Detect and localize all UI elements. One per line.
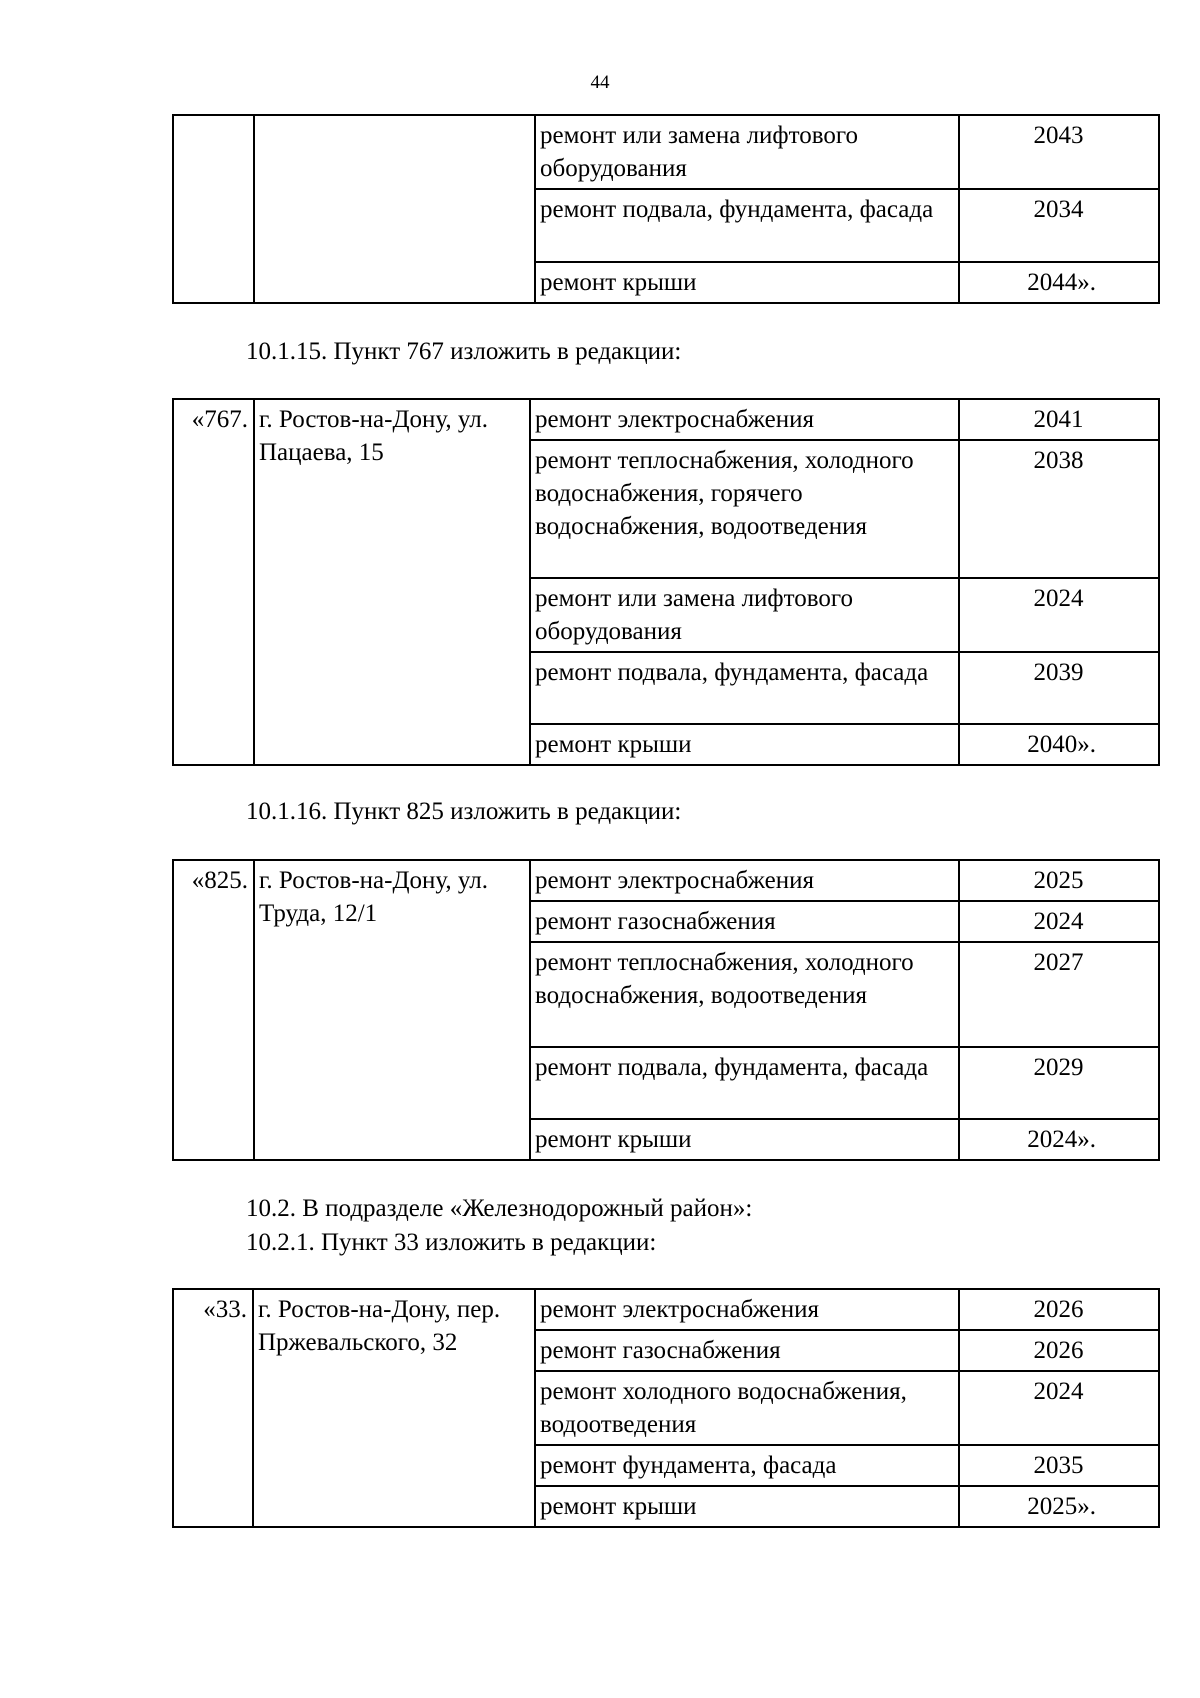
work-type: ремонт крыши [535,1486,959,1527]
work-year: 2024». [959,1119,1159,1160]
work-type: ремонт крыши [535,262,959,303]
work-year: 2044». [959,262,1159,303]
work-year: 2025». [959,1486,1159,1527]
work-type: ремонт электроснабжения [530,860,959,901]
table-row [173,399,1159,440]
works-table-825 [172,859,1160,1161]
address-cell: г. Ростов-на-Дону, ул. Труда, 12/1 [254,860,530,1160]
address-cell: г. Ростов-на-Дону, пер. Пржевальского, 32 [253,1289,535,1527]
work-type: ремонт теплоснабжения, холодного водоснабжения, водоотведения [530,942,959,1047]
work-year: 2025 [959,860,1159,901]
work-year: 2029 [959,1047,1159,1119]
works-table-continuation [172,114,1160,304]
work-type: ремонт или замена лифтового оборудования [535,115,959,189]
item-number: «825. [173,860,254,1160]
paragraph-10-2-1: 10.2.1. Пункт 33 изложить в редакции: [246,1229,657,1256]
work-year: 2035 [959,1445,1159,1486]
item-number: «767. [173,399,254,765]
work-type: ремонт газоснабжения [530,901,959,942]
work-year: 2024 [959,578,1159,652]
work-year: 2024 [959,1371,1159,1445]
work-type: ремонт холодного водоснабжения, водоотведения [535,1371,959,1445]
work-year: 2024 [959,901,1159,942]
work-type: ремонт электроснабжения [535,1289,959,1330]
work-year: 2034 [959,189,1159,262]
work-type: ремонт подвала, фундамента, фасада [530,652,959,724]
work-type: ремонт или замена лифтового оборудования [530,578,959,652]
work-type: ремонт теплоснабжения, холодного водоснабжения, горячего водоснабжения, водоотведения [530,440,959,578]
work-type: ремонт электроснабжения [530,399,959,440]
work-type: ремонт крыши [530,724,959,765]
work-year: 2027 [959,942,1159,1047]
work-year: 2026 [959,1289,1159,1330]
work-type: ремонт газоснабжения [535,1330,959,1371]
address-cell: г. Ростов-на-Дону, ул. Пацаева, 15 [254,399,530,765]
work-year: 2026 [959,1330,1159,1371]
work-type: ремонт подвала, фундамента, фасада [530,1047,959,1119]
work-type: ремонт фундамента, фасада [535,1445,959,1486]
page-number: 44 [590,72,610,93]
paragraph-10-1-15: 10.1.15. Пункт 767 изложить в редакции: [246,338,682,365]
work-year: 2043 [959,115,1159,189]
work-type: ремонт крыши [530,1119,959,1160]
address-cell [254,115,535,303]
table-row [173,860,1159,901]
paragraph-10-1-16: 10.1.16. Пункт 825 изложить в редакции: [246,798,682,825]
work-year: 2041 [959,399,1159,440]
work-year: 2038 [959,440,1159,578]
table-row [173,115,1159,189]
works-table-767 [172,398,1160,766]
table-row [173,1289,1159,1330]
work-type: ремонт подвала, фундамента, фасада [535,189,959,262]
item-number [173,115,254,303]
work-year: 2039 [959,652,1159,724]
works-table-33 [172,1288,1160,1528]
work-year: 2040». [959,724,1159,765]
item-number: «33. [173,1289,253,1527]
paragraph-10-2: 10.2. В подразделе «Железнодорожный район»: [246,1195,753,1222]
